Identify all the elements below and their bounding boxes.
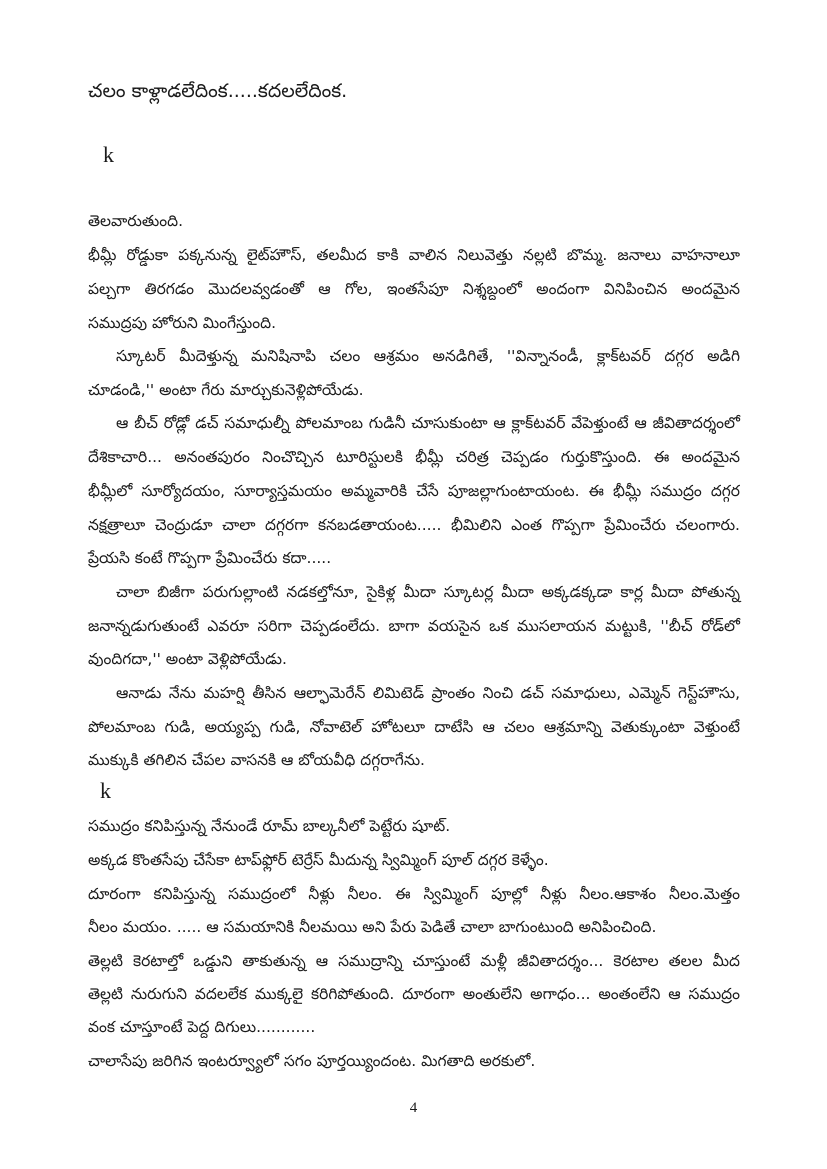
paragraph-line: జనాన్నడుగుతుంటే ఎవరూ సరిగా చెప్పడంలేదు. బాగా వయసైన ఒక ముసలాయన మట్టుకి, ''బీచ్‌ రోడ్‌లో bbox=[88, 617, 740, 635]
paragraph-line: చాలా బిజీగా పరుగుల్లాంటి నడకల్తోనూ, సైకిళ్ల మీదా స్కూటర్ల మీదా అక్కడక్కడా కార్ల మీదా పోతున్న bbox=[116, 583, 740, 601]
paragraph-line: చాలాసేపు జరిగిన ఇంటర్వ్యూలో సగం పూర్తయ్యిందంట. మిగతాది అరకులో. bbox=[88, 1052, 536, 1070]
section-marker: k bbox=[103, 142, 114, 167]
paragraph-line: తెల్లటి కెరటాల్తో ఒడ్డుని తాకుతున్న ఆ సముద్రాన్ని చూస్తుంటే మళ్లీ జీవితాదర్శం... కెరటాల తలల మీద bbox=[88, 952, 740, 970]
paragraph-line: తెలవారుతుంది. bbox=[88, 212, 183, 230]
paragraph-line: తెల్లటి నురుగుని వదలలేక ముక్కలై కరిగిపోతుంది. దూరంగా అంతులేని అగాధం... అంతంలేని ఆ సముద్రం bbox=[88, 985, 740, 1003]
heading-line: చలం కాళ్లాడలేదింక.....కదలలేదింక. bbox=[88, 80, 348, 102]
paragraph-line: పోలమాంబ గుడి, అయ్యప్ప గుడి, నోవాటెల్‌ హోటలూ దాటేసి ఆ చలం ఆశ్రమాన్ని వెతుక్కుంటా వెళ్తుంటే bbox=[88, 718, 740, 736]
paragraph-line: భీమ్లీ రోడ్డుకా పక్కనున్న లైట్‌హౌస్‌, తలమీద కాకి వాలిన నిలువెత్తు నల్లటి బొమ్మ. జనాలు వాహనాలూ bbox=[88, 246, 740, 264]
paragraph-line: స్కూటర్‌ మీదెళ్తున్న మనిషినాపి చలం ఆశ్రమం అనడిగితే, ''విన్నానండీ, క్లాక్‌టవర్‌ దగ్గర అడిగి bbox=[116, 347, 740, 365]
section-marker: k bbox=[100, 778, 111, 803]
paragraph-line: నీలం మయం. ..... ఆ సమయానికి నీలమయి అని పేరు పెడితే చాలా బాగుంటుంది అనిపించింది. bbox=[88, 918, 657, 936]
paragraph-line: ప్రేయసి కంటే గొప్పగా ప్రేమించేరు కదా..... bbox=[88, 549, 332, 567]
paragraph-line: ఆ బీచ్‌ రోడ్లో డచ్‌ సమాధుల్నీ పోలమాంబ గుడినీ చూసుకుంటా ఆ క్లాక్‌టవర్‌ వేపెళ్తుంటే ఆ జీవితాదర్శంలో bbox=[116, 414, 740, 432]
paragraph-line: సముద్రం కనిపిస్తున్న నేనుండే రూమ్‌ బాల్కనీలో పెట్టేరు షూట్‌. bbox=[88, 817, 451, 835]
paragraph-line: దూరంగా కనిపిస్తున్న సముద్రంలో నీళ్లు నీలం. ఈ స్విమ్మింగ్‌ పూల్లో నీళ్లు నీలం.ఆకాశం నీలం.మెత్తం bbox=[88, 885, 740, 903]
paragraph-line: ఆనాడు నేను మహర్షి తీసిన ఆల్ఫామెరేన్‌ లిమిటెడ్‌ ప్రాంతం నించి డచ్‌ సమాధులు, ఎమ్మెన్‌ గెస్ట్‌హౌసు, bbox=[116, 684, 740, 702]
paragraph-line: చూడండి,'' అంటా గేరు మార్చుకునెళ్లిపోయేడు. bbox=[88, 381, 364, 399]
paragraph-line: వంక చూస్తూంటే పెద్ద దిగులు............ bbox=[88, 1018, 316, 1036]
paragraph-line: పల్చగా తిరగడం మొదలవ్వడంతో ఆ గోల, ఇంతసేపూ నిశ్శబ్దంలో అందంగా వినిపించిన అందమైన bbox=[88, 280, 740, 298]
paragraph-line: సముద్రపు హోరుని మింగేస్తుంది. bbox=[88, 314, 277, 332]
paragraph-line: భీమ్లీలో సూర్యోదయం, సూర్యాస్తమయం అమ్మవారికి చేసే పూజల్లాగుంటాయంట. ఈ భీమ్లీ సముద్రం దగ్గర bbox=[88, 482, 740, 500]
page-number: 4 bbox=[409, 1100, 418, 1116]
paragraph-line: అక్కడ కొంతసేపు చేసేకా టాప్‌ఫ్లోర్‌ టెర్రేస్‌ మీదున్న స్విమ్మింగ్‌ పూల్‌ దగ్గర కెళ్ళేం. bbox=[88, 851, 549, 869]
paragraph-line: నక్షత్రాలూ చెంద్రుడూ చాలా దగ్గరగా కనబడతాయంట..... భీమిలిని ఎంత గొప్పగా ప్రేమించేరు చలంగారు. bbox=[88, 516, 740, 534]
paragraph-line: ముక్కుకి తగిలిన చేపల వాసనకి ఆ బోయవీధి దగ్గరాగేను. bbox=[88, 751, 425, 769]
paragraph-line: వుందిగదా,'' అంటా వెళ్లిపోయేడు. bbox=[88, 650, 287, 668]
paragraph-line: దేశికాచారి... అనంతపురం నించొచ్చిన టూరిస్టులకి భీమ్లీ చరిత్ర చెప్పడం గుర్తుకొస్తుంది. ఈ అందమైన bbox=[88, 448, 740, 466]
